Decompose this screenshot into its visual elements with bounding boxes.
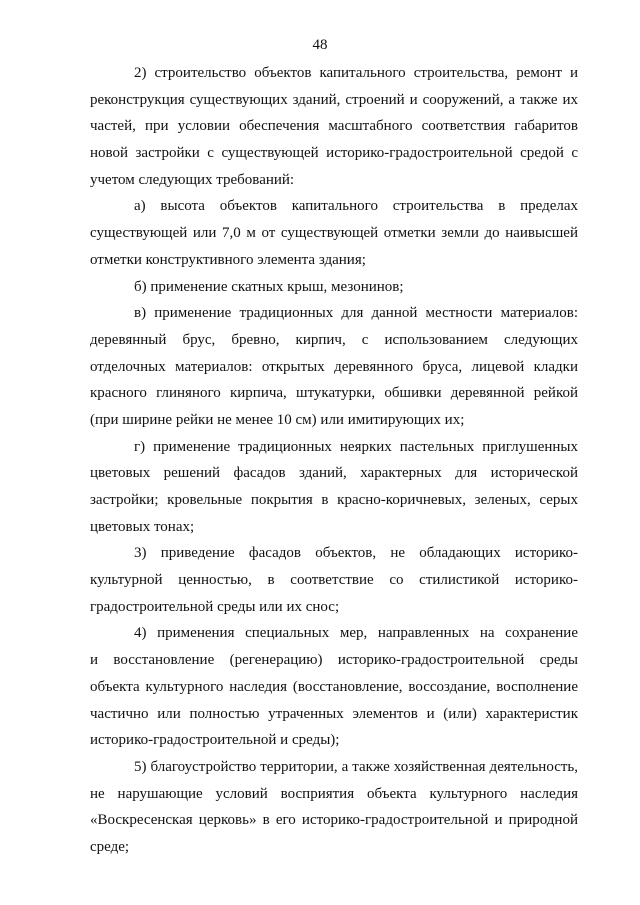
text-line: не нарушающие условий восприятия объекта культурного наследия bbox=[90, 785, 578, 802]
text-line: отделочных материалов: открытых деревянного бруса, лицевой кладки bbox=[90, 358, 578, 375]
text-line: красного глиняного кирпича, штукатурки, обшивки деревянной рейкой bbox=[90, 385, 578, 402]
text-line: и восстановление (регенерацию) историко-градостроительной среды bbox=[90, 652, 578, 669]
document-body bbox=[90, 60, 578, 861]
text-line: (при ширине рейки не менее 10 см) или имитирующих их; bbox=[90, 411, 465, 428]
text-line: застройки; кровельные покрытия в красно-коричневых, зеленых, серых bbox=[90, 492, 578, 508]
text-line: 2) строительство объектов капитального строительства, ремонт и bbox=[134, 65, 578, 81]
text-line: объекта культурного наследия (восстановление, воссоздание, восполнение bbox=[90, 678, 578, 695]
text-line: историко-градостроительной и среды); bbox=[90, 732, 340, 749]
text-line: в) применение традиционных для данной местности материалов: bbox=[134, 305, 578, 322]
text-line: частично или полностью утраченных элементов и (или) характеристик bbox=[90, 705, 578, 722]
page-number: 48 bbox=[312, 37, 328, 53]
text-line: частей, при условии обеспечения масштабного соответствия габаритов bbox=[90, 118, 578, 135]
text-line: 5) благоустройство территории, а также хозяйственная деятельность, bbox=[134, 758, 578, 775]
text-line: градостроительной среды или их снос; bbox=[90, 598, 340, 615]
text-line: цветовых решений фасадов зданий, характерных для исторической bbox=[90, 465, 578, 482]
text-line: учетом следующих требований: bbox=[90, 171, 295, 188]
text-line: деревянный брус, бревно, кирпич, с использованием следующих bbox=[90, 331, 578, 348]
text-line: реконструкция существующих зданий, строений и сооружений, а также их bbox=[90, 91, 578, 108]
text-line: среде; bbox=[90, 838, 130, 855]
text-line: 3) приведение фасадов объектов, не обладающих историко- bbox=[134, 545, 578, 562]
text-line: г) применение традиционных неярких пастельных приглушенных bbox=[134, 438, 578, 455]
text-line: существующей или 7,0 м от существующей отметки земли до наивысшей bbox=[90, 225, 578, 242]
text-line: а) высота объектов капитального строительства в пределах bbox=[134, 198, 578, 215]
text-line: «Воскресенская церковь» в его историко-градостроительной и природной bbox=[90, 812, 578, 829]
text-line: 4) применения специальных мер, направленных на сохранение bbox=[134, 625, 578, 642]
text-line: новой застройки с существующей историко-градостроительной средой с bbox=[90, 145, 578, 162]
text-line: отметки конструктивного элемента здания; bbox=[90, 251, 366, 268]
text-line: б) применение скатных крыш, мезонинов; bbox=[134, 278, 404, 295]
text-line: культурной ценностью, в соответствие со стилистикой историко- bbox=[90, 572, 578, 589]
text-line: цветовых тонах; bbox=[90, 518, 195, 535]
